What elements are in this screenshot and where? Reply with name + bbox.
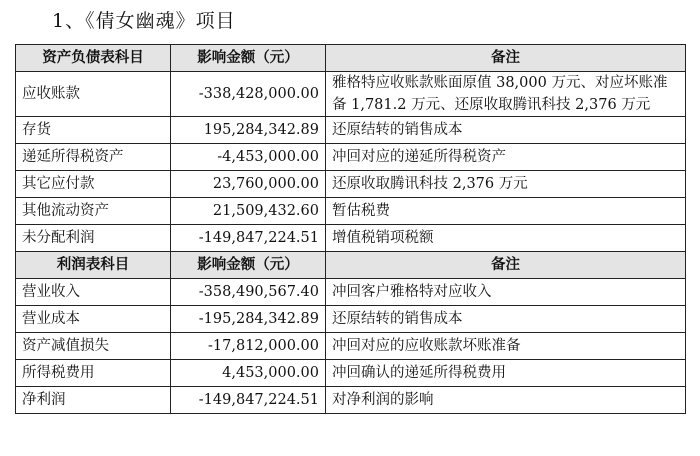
item-cell: 净利润 [16,387,171,414]
item-cell: 资产减值损失 [16,333,171,360]
note-cell: 冲回对应的应收账款坏账准备 [326,333,686,360]
section-heading: 1、《倩女幽魂》项目 [52,10,236,32]
amount-cell: -358,490,567.40 [171,279,326,306]
table-row [16,144,686,171]
amount-cell: 4,453,000.00 [171,360,326,387]
note-cell: 对净利润的影响 [326,387,686,414]
amount-cell: -4,453,000.00 [171,144,326,171]
table-row [16,360,686,387]
table-row [16,117,686,144]
item-cell: 营业收入 [16,279,171,306]
item-cell: 应收账款 [16,72,171,117]
note-cell: 冲回对应的递延所得税资产 [326,144,686,171]
item-cell: 未分配利润 [16,225,171,252]
table-row [16,279,686,306]
amount-cell: -195,284,342.89 [171,306,326,333]
header-note: 备注 [326,252,686,279]
header-amount: 影响金额（元） [171,252,326,279]
table-row [16,225,686,252]
table-row [16,171,686,198]
item-cell: 营业成本 [16,306,171,333]
table-row [16,306,686,333]
item-cell: 所得税费用 [16,360,171,387]
amount-cell: 195,284,342.89 [171,117,326,144]
note-cell: 暂估税费 [326,198,686,225]
amount-cell: -338,428,000.00 [171,72,326,117]
note-cell: 冲回客户雅格特对应收入 [326,279,686,306]
table-row [16,387,686,414]
note-cell: 冲回确认的递延所得税费用 [326,360,686,387]
amount-cell: 23,760,000.00 [171,171,326,198]
amount-cell: 21,509,432.60 [171,198,326,225]
adjustment-table [15,44,686,414]
amount-cell: -149,847,224.51 [171,225,326,252]
note-cell: 增值税销项税额 [326,225,686,252]
note-cell: 还原收取腾讯科技 2,376 万元 [326,171,686,198]
table-row [16,198,686,225]
table-row [16,72,686,117]
note-cell: 还原结转的销售成本 [326,306,686,333]
note-cell: 雅格特应收账款账面原值 38,000 万元、对应坏账准备 1,781.2 万元、还原收取腾讯科技 2,376 万元 [326,72,686,117]
header-item: 资产负债表科目 [16,45,171,72]
item-cell: 递延所得税资产 [16,144,171,171]
header-amount: 影响金额（元） [171,45,326,72]
amount-cell: -149,847,224.51 [171,387,326,414]
item-cell: 存货 [16,117,171,144]
note-cell: 还原结转的销售成本 [326,117,686,144]
header-item: 利润表科目 [16,252,171,279]
balance-header-row [16,45,686,72]
item-cell: 其它应付款 [16,171,171,198]
income-header-row [16,252,686,279]
amount-cell: -17,812,000.00 [171,333,326,360]
header-note: 备注 [326,45,686,72]
item-cell: 其他流动资产 [16,198,171,225]
table-row [16,333,686,360]
